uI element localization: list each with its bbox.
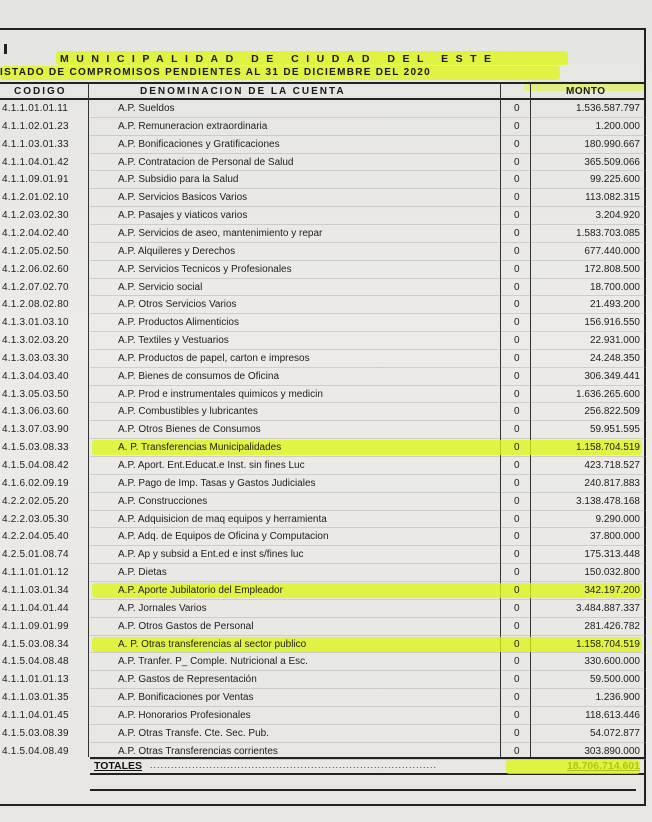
- table-row: [0, 350, 646, 368]
- cell-name: A.P. Pasajes y viaticos varios: [118, 210, 248, 222]
- page-subtitle: ISTADO DE COMPROMISOS PENDIENTES AL 31 DE DICIEMBRE DEL 2020: [0, 67, 432, 78]
- cell-zero: 0: [514, 281, 520, 293]
- cell-code: 4.1.5.04.08.48: [2, 656, 69, 668]
- cell-zero: 0: [514, 406, 520, 418]
- cell-amount: 118.613.446: [585, 709, 640, 721]
- footer-rule-1: [90, 789, 636, 791]
- cell-zero: 0: [514, 513, 520, 525]
- cell-name: A.P. Otros Servicios Varios: [118, 299, 237, 311]
- cell-amount: 306.349.441: [584, 370, 640, 382]
- cell-code: 4.1.2.07.02.70: [2, 281, 69, 293]
- totals-dot-leader: ..................................................................................: [150, 760, 438, 770]
- cell-name: A.P. Bonificaciones por Ventas: [118, 692, 254, 704]
- table-row: [0, 600, 646, 618]
- cell-zero: 0: [514, 620, 520, 632]
- cell-zero: 0: [514, 210, 520, 222]
- table-row: [0, 511, 646, 529]
- table-row: [0, 207, 646, 225]
- table-row: [0, 546, 646, 564]
- table-row: [0, 564, 646, 582]
- cell-amount: 59.951.595: [589, 424, 640, 436]
- cell-name: A.P. Productos de papel, carton e impresos: [118, 352, 310, 364]
- totals-label: TOTALES: [94, 760, 143, 772]
- cell-amount: 99.225.600: [589, 174, 640, 186]
- cell-code: 4.1.1.03.01.33: [2, 138, 69, 150]
- column-header-code: CODIGO: [14, 86, 67, 97]
- cell-name: A.P. Ap y subsid a Ent.ed e inst s/fines luc: [118, 549, 304, 561]
- cell-zero: 0: [514, 317, 520, 329]
- cell-code: 4.1.1.01.01.13: [2, 674, 69, 686]
- table-row: [0, 279, 646, 297]
- cell-code: 4.1.3.04.03.40: [2, 370, 69, 382]
- table-row: [0, 189, 646, 207]
- cell-code: 4.1.1.03.01.34: [2, 584, 69, 596]
- cell-code: 4.2.2.04.05.40: [2, 531, 69, 543]
- cell-name: A.P. Contratacion de Personal de Salud: [118, 156, 294, 168]
- cell-zero: 0: [514, 120, 520, 132]
- cell-name: A.P. Tranfer. P_ Comple. Nutricional a Esc.: [118, 656, 308, 668]
- cell-name: A.P. Sueldos: [118, 103, 175, 114]
- cell-amount: 330.600.000: [584, 656, 640, 668]
- cell-amount: 1.536.587.797: [576, 103, 640, 114]
- table-row: [0, 118, 646, 136]
- cell-zero: 0: [514, 245, 520, 257]
- cell-code: 4.1.2.05.02.50: [2, 245, 69, 257]
- cell-amount: 54.072.877: [589, 727, 640, 739]
- cell-code: 4.1.2.06.02.60: [2, 263, 69, 275]
- cell-amount: 1.158.704.519: [576, 442, 640, 454]
- cell-name: A.P. Bonificaciones y Gratificaciones: [118, 138, 280, 150]
- cell-zero: 0: [514, 567, 520, 579]
- cell-code: 4.1.5.03.08.33: [2, 442, 69, 454]
- cell-zero: 0: [514, 138, 520, 150]
- cell-amount: 281.426.782: [584, 620, 640, 632]
- cell-code: 4.2.5.01.08.74: [2, 549, 69, 561]
- table-row: [0, 332, 646, 350]
- cell-amount: 113.082.315: [585, 192, 640, 204]
- cell-code: 4.1.1.04.01.42: [2, 156, 69, 168]
- cell-amount: 22.931.000: [589, 335, 640, 347]
- cell-code: 4.1.6.02.09.19: [2, 477, 69, 489]
- table-row: [0, 171, 646, 189]
- cell-name: A. P. Transferencias Municipalidades: [118, 442, 282, 454]
- cell-zero: 0: [514, 495, 520, 507]
- cell-name: A.P. Adquisicion de maq equipos y herramienta: [118, 513, 327, 525]
- column-header-name: DENOMINACION DE LA CUENTA: [140, 86, 346, 97]
- cell-amount: 156.916.550: [584, 317, 640, 329]
- cell-zero: 0: [514, 388, 520, 400]
- table-row: [0, 653, 646, 671]
- cell-name: A.P. Subsidio para la Salud: [118, 174, 239, 186]
- cell-code: 4.1.3.05.03.50: [2, 388, 69, 400]
- cell-zero: 0: [514, 549, 520, 561]
- left-margin-mark: [4, 44, 7, 54]
- table-row: [0, 582, 646, 600]
- cell-code: 4.1.5.04.08.49: [2, 745, 69, 757]
- cell-code: 4.1.1.09.01.91: [2, 174, 69, 186]
- cell-code: 4.2.2.03.05.30: [2, 513, 69, 525]
- cell-name: A.P. Otros Gastos de Personal: [118, 620, 254, 632]
- cell-zero: 0: [514, 299, 520, 311]
- cell-name: A.P. Servicios de aseo, mantenimiento y repar: [118, 227, 323, 239]
- cell-zero: 0: [514, 156, 520, 168]
- highlight-totals: [506, 760, 640, 774]
- table-row: [0, 475, 646, 493]
- cell-zero: 0: [514, 103, 520, 114]
- cell-name: A.P. Bienes de consumos de Oficina: [118, 370, 280, 382]
- cell-amount: 37.800.000: [589, 531, 640, 543]
- cell-zero: 0: [514, 692, 520, 704]
- cell-code: 4.1.1.03.01.35: [2, 692, 69, 704]
- table-row: [0, 386, 646, 404]
- cell-amount: 677.440.000: [584, 245, 640, 257]
- table-row: [0, 439, 646, 457]
- cell-amount: 1.236.900: [595, 692, 640, 704]
- cell-name: A.P. Adq. de Equipos de Oficina y Computacion: [118, 531, 329, 543]
- table-row: [0, 154, 646, 172]
- cell-name: A.P. Jornales Varios: [118, 602, 207, 614]
- cell-zero: 0: [514, 477, 520, 489]
- cell-amount: 365.509.066: [584, 156, 640, 168]
- cell-name: A.P. Productos Alimenticios: [118, 317, 239, 329]
- cell-name: A.P. Otras Transferencias corrientes: [118, 745, 278, 757]
- cell-code: 4.1.1.09.01.99: [2, 620, 69, 632]
- cell-code: 4.1.1.01.01.11: [2, 103, 69, 114]
- cell-zero: 0: [514, 442, 520, 454]
- cell-zero: 0: [514, 584, 520, 596]
- cell-name: A.P. Dietas: [118, 567, 167, 579]
- cell-zero: 0: [514, 460, 520, 471]
- table-row: [0, 528, 646, 546]
- cell-name: A.P. Pago de Imp. Tasas y Gastos Judiciales: [118, 477, 316, 489]
- cell-amount: 1.200.000: [595, 120, 640, 132]
- cell-amount: 21.493.200: [589, 299, 640, 311]
- cell-name: A.P. Aporte Jubilatorio del Empleador: [118, 584, 283, 596]
- cell-name: A.P. Construcciones: [118, 495, 208, 507]
- cell-amount: 240.817.883: [584, 477, 640, 489]
- cell-code: 4.1.3.01.03.10: [2, 317, 69, 329]
- cell-amount: 150.032.800: [584, 567, 640, 579]
- cell-name: A.P. Aport. Ent.Educat.e Inst. sin fines Luc: [118, 460, 305, 471]
- cell-amount: 9.290.000: [595, 513, 640, 525]
- cell-code: 4.1.2.01.02.10: [2, 192, 69, 204]
- cell-code: 4.1.2.03.02.30: [2, 210, 69, 222]
- cell-name: A.P. Servicios Basicos Varios: [118, 192, 248, 204]
- cell-amount: 3.204.920: [595, 210, 640, 222]
- cell-code: 4.1.3.02.03.20: [2, 335, 69, 347]
- cell-zero: 0: [514, 709, 520, 721]
- cell-name: A.P. Otras Transfe. Cte. Sec. Pub.: [118, 727, 269, 739]
- cell-zero: 0: [514, 335, 520, 347]
- cell-name: A.P. Prod e instrumentales quimicos y medicin: [118, 388, 323, 400]
- cell-code: 4.1.5.03.08.34: [2, 638, 69, 650]
- cell-zero: 0: [514, 263, 520, 275]
- cell-amount: 3.138.478.168: [576, 495, 640, 507]
- cell-zero: 0: [514, 192, 520, 204]
- cell-zero: 0: [514, 370, 520, 382]
- cell-zero: 0: [514, 174, 520, 186]
- cell-code: 4.1.1.01.01.12: [2, 567, 69, 579]
- footer-rule-2: [90, 804, 636, 806]
- table-row: [0, 314, 646, 332]
- cell-amount: 59.500.000: [589, 674, 640, 686]
- table-row: [0, 296, 646, 314]
- column-header-row: [0, 82, 646, 100]
- cell-amount: 303.890.000: [584, 745, 640, 757]
- cell-zero: 0: [514, 674, 520, 686]
- cell-amount: 1.583.703.085: [576, 227, 640, 239]
- cell-amount: 175.313.448: [584, 549, 640, 561]
- table-row: [0, 457, 646, 475]
- cell-zero: 0: [514, 531, 520, 543]
- cell-name: A.P. Alquileres y Derechos: [118, 245, 236, 257]
- table-row: [0, 225, 646, 243]
- cell-code: 4.1.1.02.01.23: [2, 120, 69, 132]
- cell-code: 4.1.3.03.03.30: [2, 352, 69, 364]
- cell-name: A.P. Otros Bienes de Consumos: [118, 424, 261, 436]
- cell-zero: 0: [514, 745, 520, 757]
- table-row: [0, 421, 646, 439]
- cell-name: A.P. Honorarios Profesionales: [118, 709, 251, 721]
- table-row: [0, 136, 646, 154]
- cell-amount: 1.636.265.600: [576, 388, 640, 400]
- cell-zero: 0: [514, 727, 520, 739]
- cell-name: A.P. Servicio social: [118, 281, 203, 293]
- cell-zero: 0: [514, 227, 520, 239]
- table-row: [0, 100, 646, 118]
- table-row: [0, 261, 646, 279]
- cell-amount: 423.718.527: [584, 460, 640, 471]
- table-row: [0, 689, 646, 707]
- cell-zero: 0: [514, 352, 520, 364]
- cell-code: 4.1.1.04.01.44: [2, 602, 69, 614]
- table-row: [0, 243, 646, 261]
- cell-code: 4.1.3.07.03.90: [2, 424, 69, 436]
- cell-name: A. P. Otras transferencias al sector publico: [118, 638, 307, 650]
- cell-amount: 342.197.200: [584, 584, 640, 596]
- cell-amount: 172.808.500: [584, 263, 640, 275]
- cell-code: 4.1.1.04.01.45: [2, 709, 69, 721]
- cell-amount: 18.700.000: [589, 281, 640, 293]
- page-title: MUNICIPALIDAD DE CIUDAD DEL ESTE: [60, 53, 499, 65]
- table-row: [0, 368, 646, 386]
- table-row: [0, 636, 646, 654]
- cell-zero: 0: [514, 424, 520, 436]
- column-header-amount: MONTO: [566, 86, 606, 97]
- cell-code: 4.1.2.08.02.80: [2, 299, 69, 311]
- cell-amount: 3.484.887.337: [576, 602, 640, 614]
- cell-zero: 0: [514, 602, 520, 614]
- cell-name: A.P. Remuneracion extraordinaria: [118, 120, 268, 132]
- table-row: [0, 671, 646, 689]
- cell-amount: 256.822.509: [584, 406, 640, 418]
- table-row: [0, 725, 646, 743]
- cell-code: 4.1.5.04.08.42: [2, 460, 69, 471]
- cell-code: 4.1.5.03.08.39: [2, 727, 69, 739]
- cell-name: A.P. Gastos de Representación: [118, 674, 257, 686]
- table-row: [0, 493, 646, 511]
- cell-name: A.P. Combustibles y lubricantes: [118, 406, 258, 418]
- cell-zero: 0: [514, 638, 520, 650]
- cell-zero: 0: [514, 656, 520, 668]
- cell-code: 4.1.2.04.02.40: [2, 227, 69, 239]
- table-row: [0, 618, 646, 636]
- cell-amount: 180.990.667: [584, 138, 640, 150]
- cell-amount: 1.158.704.519: [576, 638, 640, 650]
- cell-code: 4.2.2.02.05.20: [2, 495, 69, 507]
- cell-amount: 24.248.350: [589, 352, 640, 364]
- table-row: [0, 707, 646, 725]
- cell-name: A.P. Servicios Tecnicos y Profesionales: [118, 263, 292, 275]
- table-row: [0, 403, 646, 421]
- cell-name: A.P. Textiles y Vestuarios: [118, 335, 229, 347]
- cell-code: 4.1.3.06.03.60: [2, 406, 69, 418]
